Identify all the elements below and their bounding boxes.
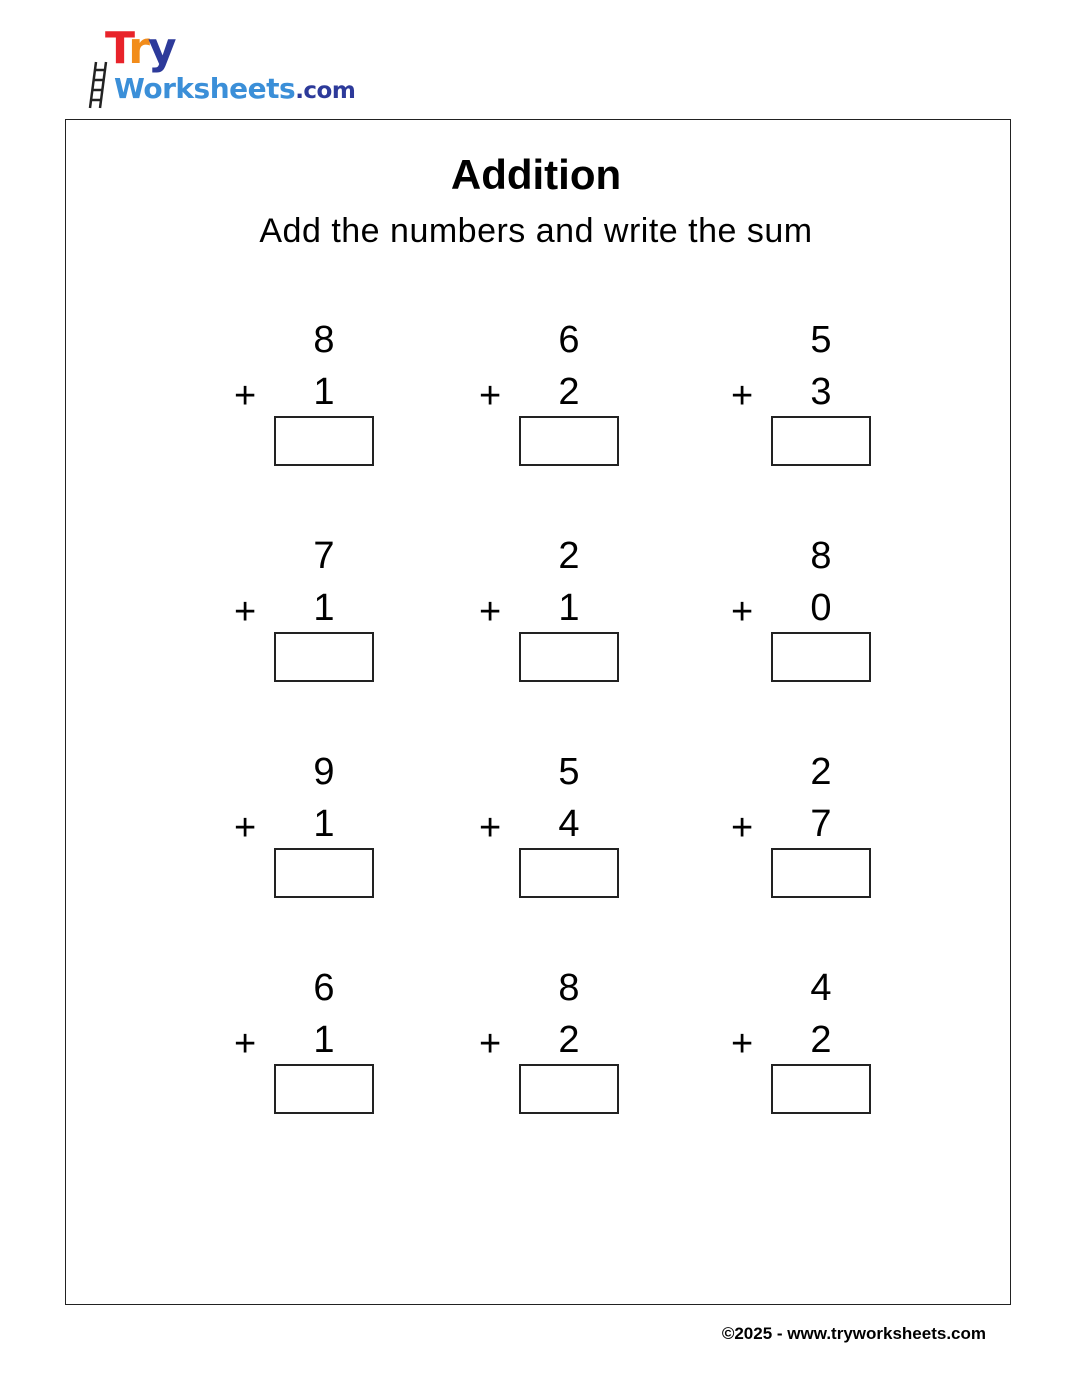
- addend-bottom: 2: [558, 371, 580, 413]
- logo-com: .com: [295, 78, 356, 104]
- addend-bottom: 4: [558, 803, 580, 845]
- plus-sign: +: [479, 375, 502, 417]
- addend-top: 6: [313, 967, 335, 1009]
- addend-top: 8: [313, 319, 335, 361]
- answer-box[interactable]: [274, 1064, 374, 1114]
- plus-sign: +: [479, 1023, 502, 1065]
- answer-box[interactable]: [519, 632, 619, 682]
- plus-sign: +: [234, 1023, 257, 1065]
- problem-6: [731, 534, 871, 694]
- answer-box[interactable]: [771, 416, 871, 466]
- addend-top: 8: [558, 967, 580, 1009]
- addend-top: 5: [558, 751, 580, 793]
- addend-bottom: 2: [558, 1019, 580, 1061]
- problem-5: [479, 534, 619, 694]
- answer-box[interactable]: [519, 416, 619, 466]
- problem-2: [479, 318, 619, 478]
- plus-sign: +: [731, 807, 754, 849]
- worksheet-frame: [65, 119, 1011, 1305]
- problem-12: [731, 966, 871, 1126]
- copyright-footer: ©2025 - www.tryworksheets.com: [721, 1324, 986, 1343]
- addend-bottom: 2: [810, 1019, 832, 1061]
- problem-11: [479, 966, 619, 1126]
- logo-letter-t: T: [105, 23, 129, 74]
- site-logo: [88, 23, 356, 110]
- plus-sign: +: [731, 375, 754, 417]
- plus-sign: +: [234, 375, 257, 417]
- plus-sign: +: [731, 1023, 754, 1065]
- addend-top: 2: [810, 751, 832, 793]
- plus-sign: +: [234, 591, 257, 633]
- answer-box[interactable]: [771, 1064, 871, 1114]
- answer-box[interactable]: [274, 632, 374, 682]
- logo-worksheets-word: Worksheets: [114, 72, 296, 105]
- addend-top: 4: [810, 967, 832, 1009]
- worksheet-title: Addition: [450, 151, 622, 198]
- addend-bottom: 0: [810, 587, 832, 629]
- answer-box[interactable]: [519, 848, 619, 898]
- problem-8: [479, 750, 619, 910]
- logo-letter-r: r: [128, 23, 148, 74]
- addend-bottom: 1: [313, 803, 335, 845]
- plus-sign: +: [731, 591, 754, 633]
- problem-4: [234, 534, 374, 694]
- addend-bottom: 1: [313, 371, 335, 413]
- problem-3: [731, 318, 871, 478]
- addend-bottom: 1: [313, 1019, 335, 1061]
- problem-7: [234, 750, 374, 910]
- answer-box[interactable]: [771, 632, 871, 682]
- answer-box[interactable]: [771, 848, 871, 898]
- addend-top: 8: [810, 535, 832, 577]
- addend-bottom: 1: [558, 587, 580, 629]
- problem-10: [234, 966, 374, 1126]
- problem-1: [234, 318, 374, 478]
- plus-sign: +: [479, 591, 502, 633]
- logo-try-text: [105, 24, 175, 74]
- logo-letter-y: y: [147, 23, 175, 74]
- addend-bottom: 3: [810, 371, 832, 413]
- addend-top: 6: [558, 319, 580, 361]
- problem-9: [731, 750, 871, 910]
- answer-box[interactable]: [519, 1064, 619, 1114]
- addend-top: 5: [810, 319, 832, 361]
- plus-sign: +: [479, 807, 502, 849]
- addend-top: 2: [558, 535, 580, 577]
- addend-bottom: 7: [810, 803, 832, 845]
- logo-worksheets-text: [114, 72, 355, 108]
- plus-sign: +: [234, 807, 257, 849]
- addend-top: 9: [313, 751, 335, 793]
- answer-box[interactable]: [274, 416, 374, 466]
- addend-top: 7: [313, 535, 335, 577]
- worksheet-instructions: Add the numbers and write the sum: [259, 212, 813, 250]
- addend-bottom: 1: [313, 587, 335, 629]
- answer-box[interactable]: [274, 848, 374, 898]
